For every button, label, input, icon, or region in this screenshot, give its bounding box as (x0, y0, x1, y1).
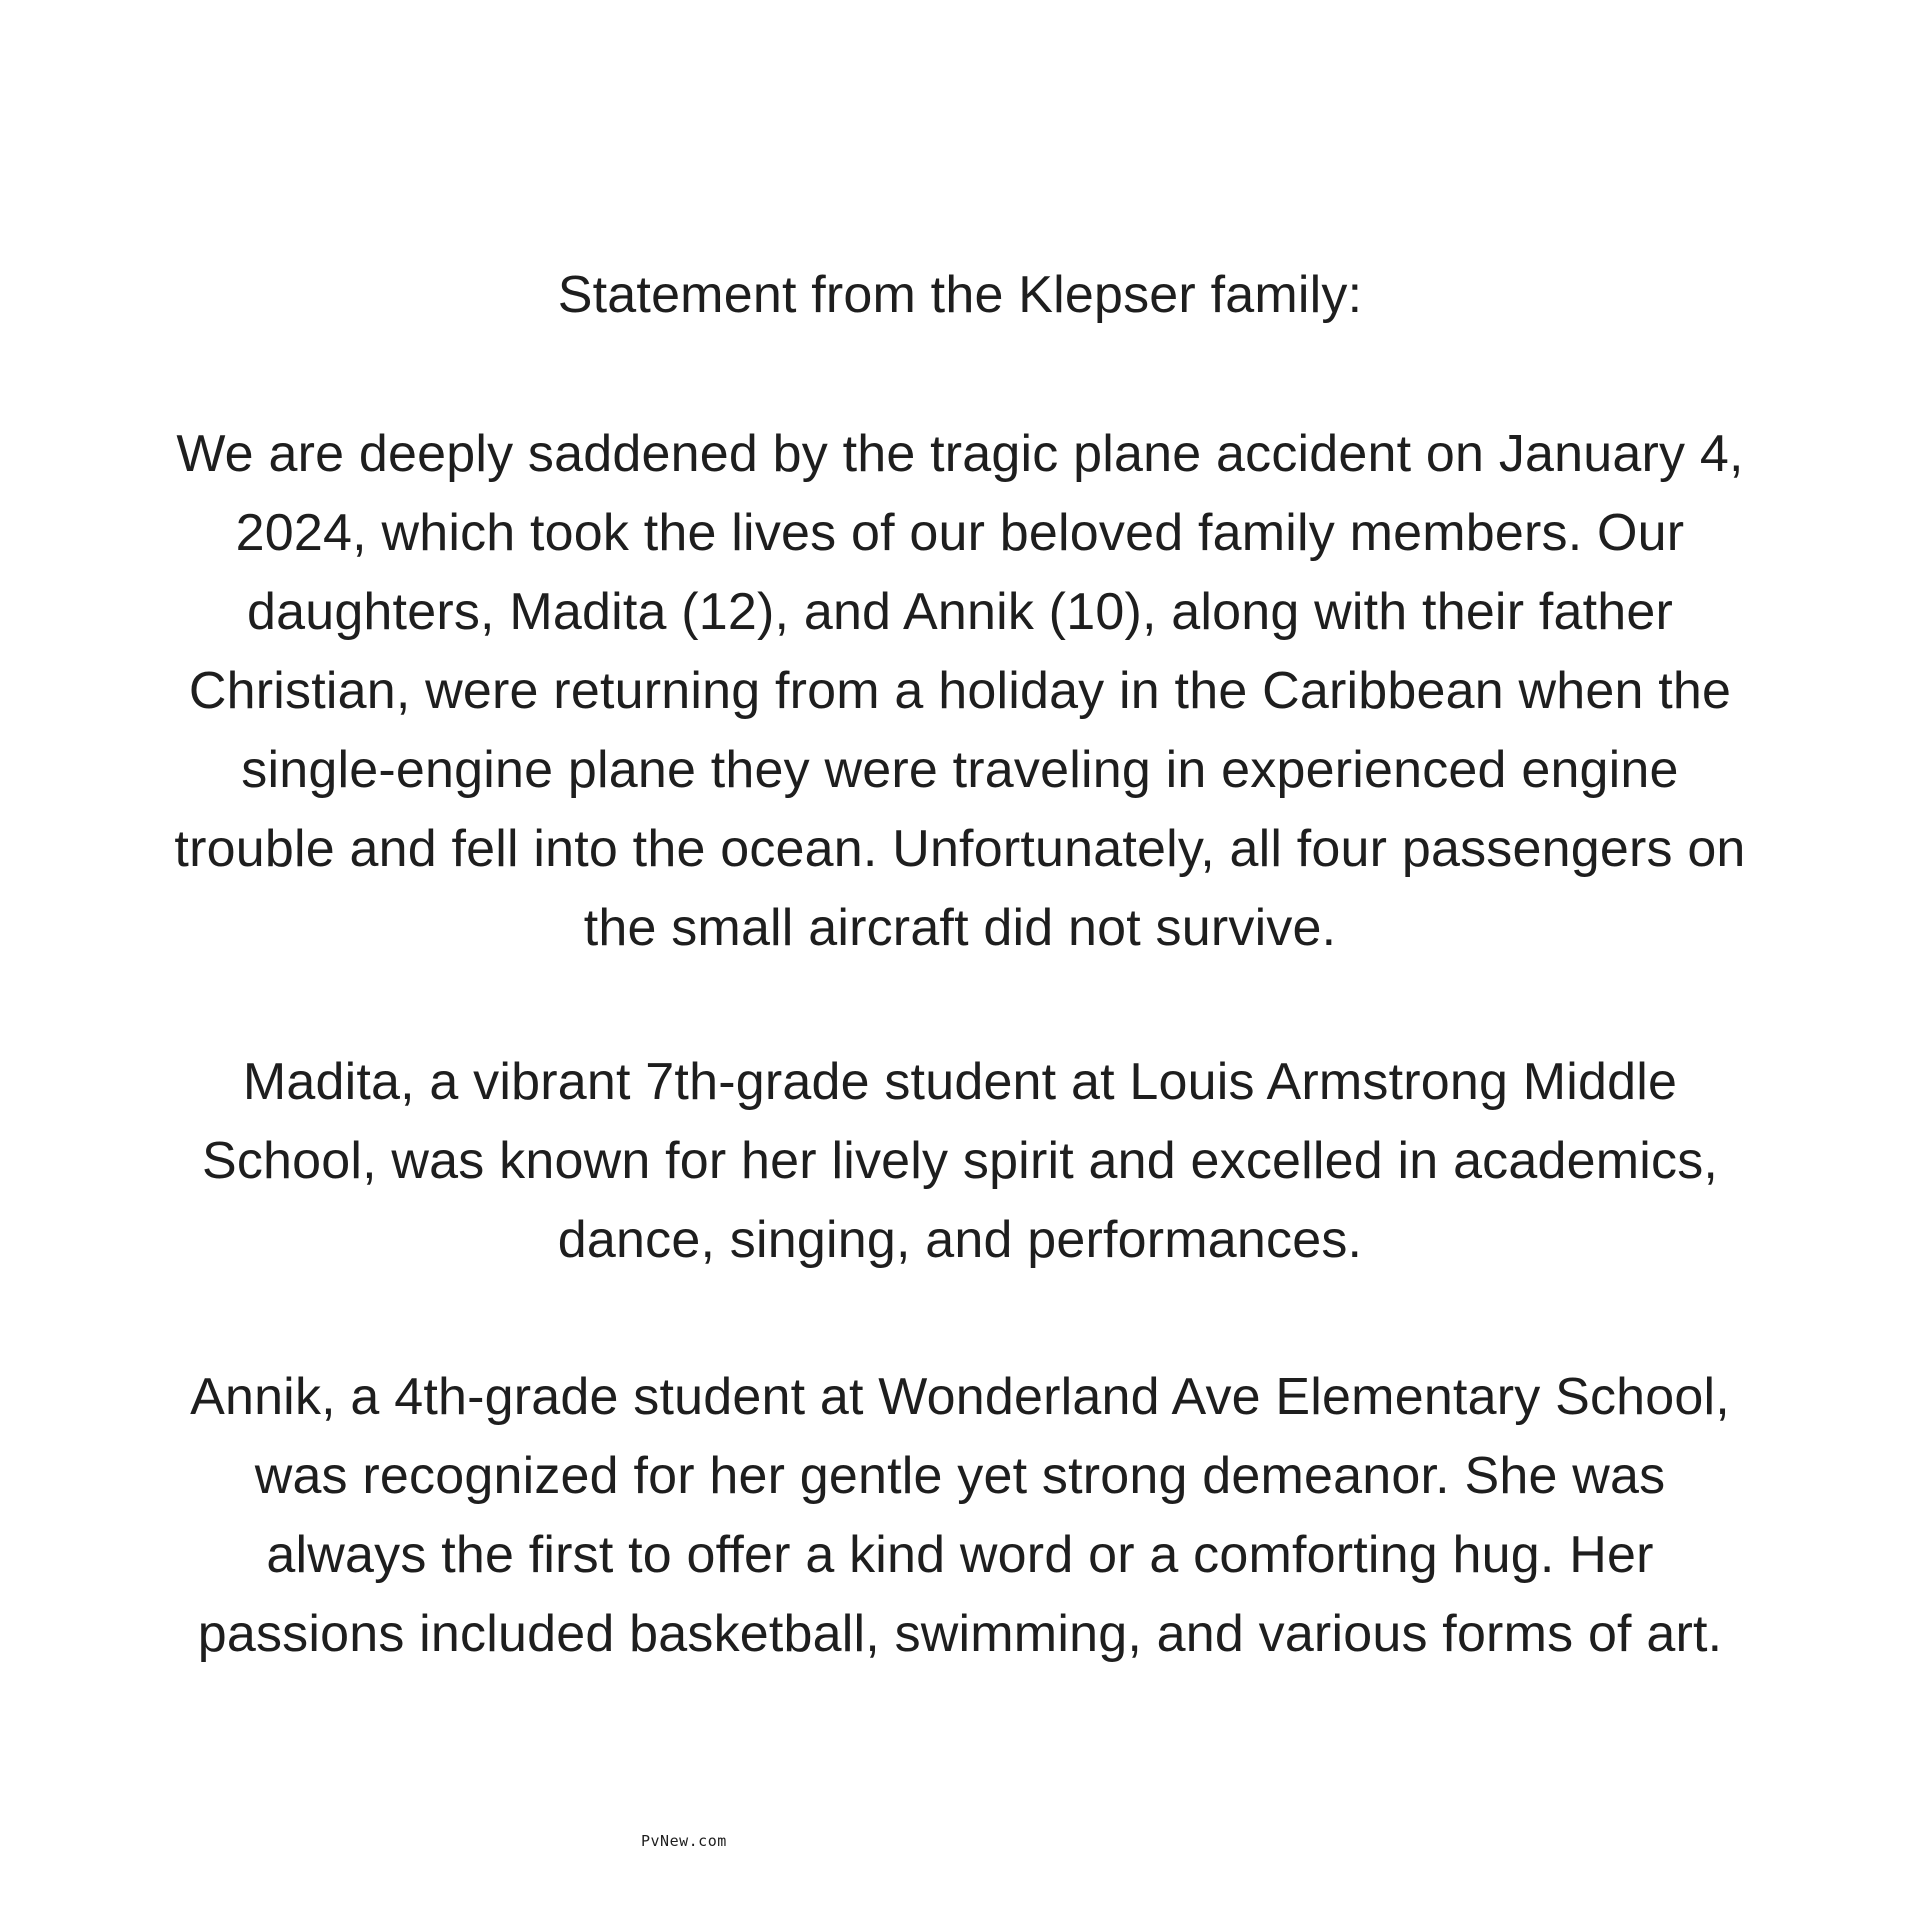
paragraph-line: was recognized for her gentle yet strong demeanor. She was (254, 1447, 1666, 1505)
paragraph-line: the small aircraft did not survive. (583, 899, 1337, 957)
paragraph-line: Annik, a 4th-grade student at Wonderland Ave Elementary School, (190, 1368, 1730, 1426)
paragraph-madita (90, 1043, 1830, 1280)
paragraph-line: Madita, a vibrant 7th-grade student at Louis Armstrong Middle (242, 1053, 1678, 1111)
paragraph-line: dance, singing, and performances. (557, 1211, 1363, 1269)
paragraph-line: 2024, which took the lives of our beloved family members. Our (235, 504, 1685, 562)
watermark-text: PvNew.com (641, 1832, 727, 1850)
paragraph-line: We are deeply saddened by the tragic plane accident on January 4, (176, 425, 1744, 483)
paragraph-line: always the first to offer a kind word or a comforting hug. Her (266, 1526, 1654, 1584)
paragraph-line: Christian, were returning from a holiday in the Caribbean when the (188, 662, 1732, 720)
paragraph-accident (90, 415, 1830, 968)
paragraph-line: School, was known for her lively spirit and excelled in academics, (201, 1132, 1719, 1190)
statement-heading: Statement from the Klepser family: (557, 266, 1363, 324)
paragraph-line: trouble and fell into the ocean. Unfortunately, all four passengers on (174, 820, 1746, 878)
paragraph-annik (90, 1358, 1830, 1674)
paragraph-line: single-engine plane they were traveling in experienced engine (241, 741, 1679, 799)
paragraph-line: passions included basketball, swimming, and various forms of art. (197, 1605, 1723, 1663)
paragraph-line: daughters, Madita (12), and Annik (10), along with their father (246, 583, 1674, 641)
